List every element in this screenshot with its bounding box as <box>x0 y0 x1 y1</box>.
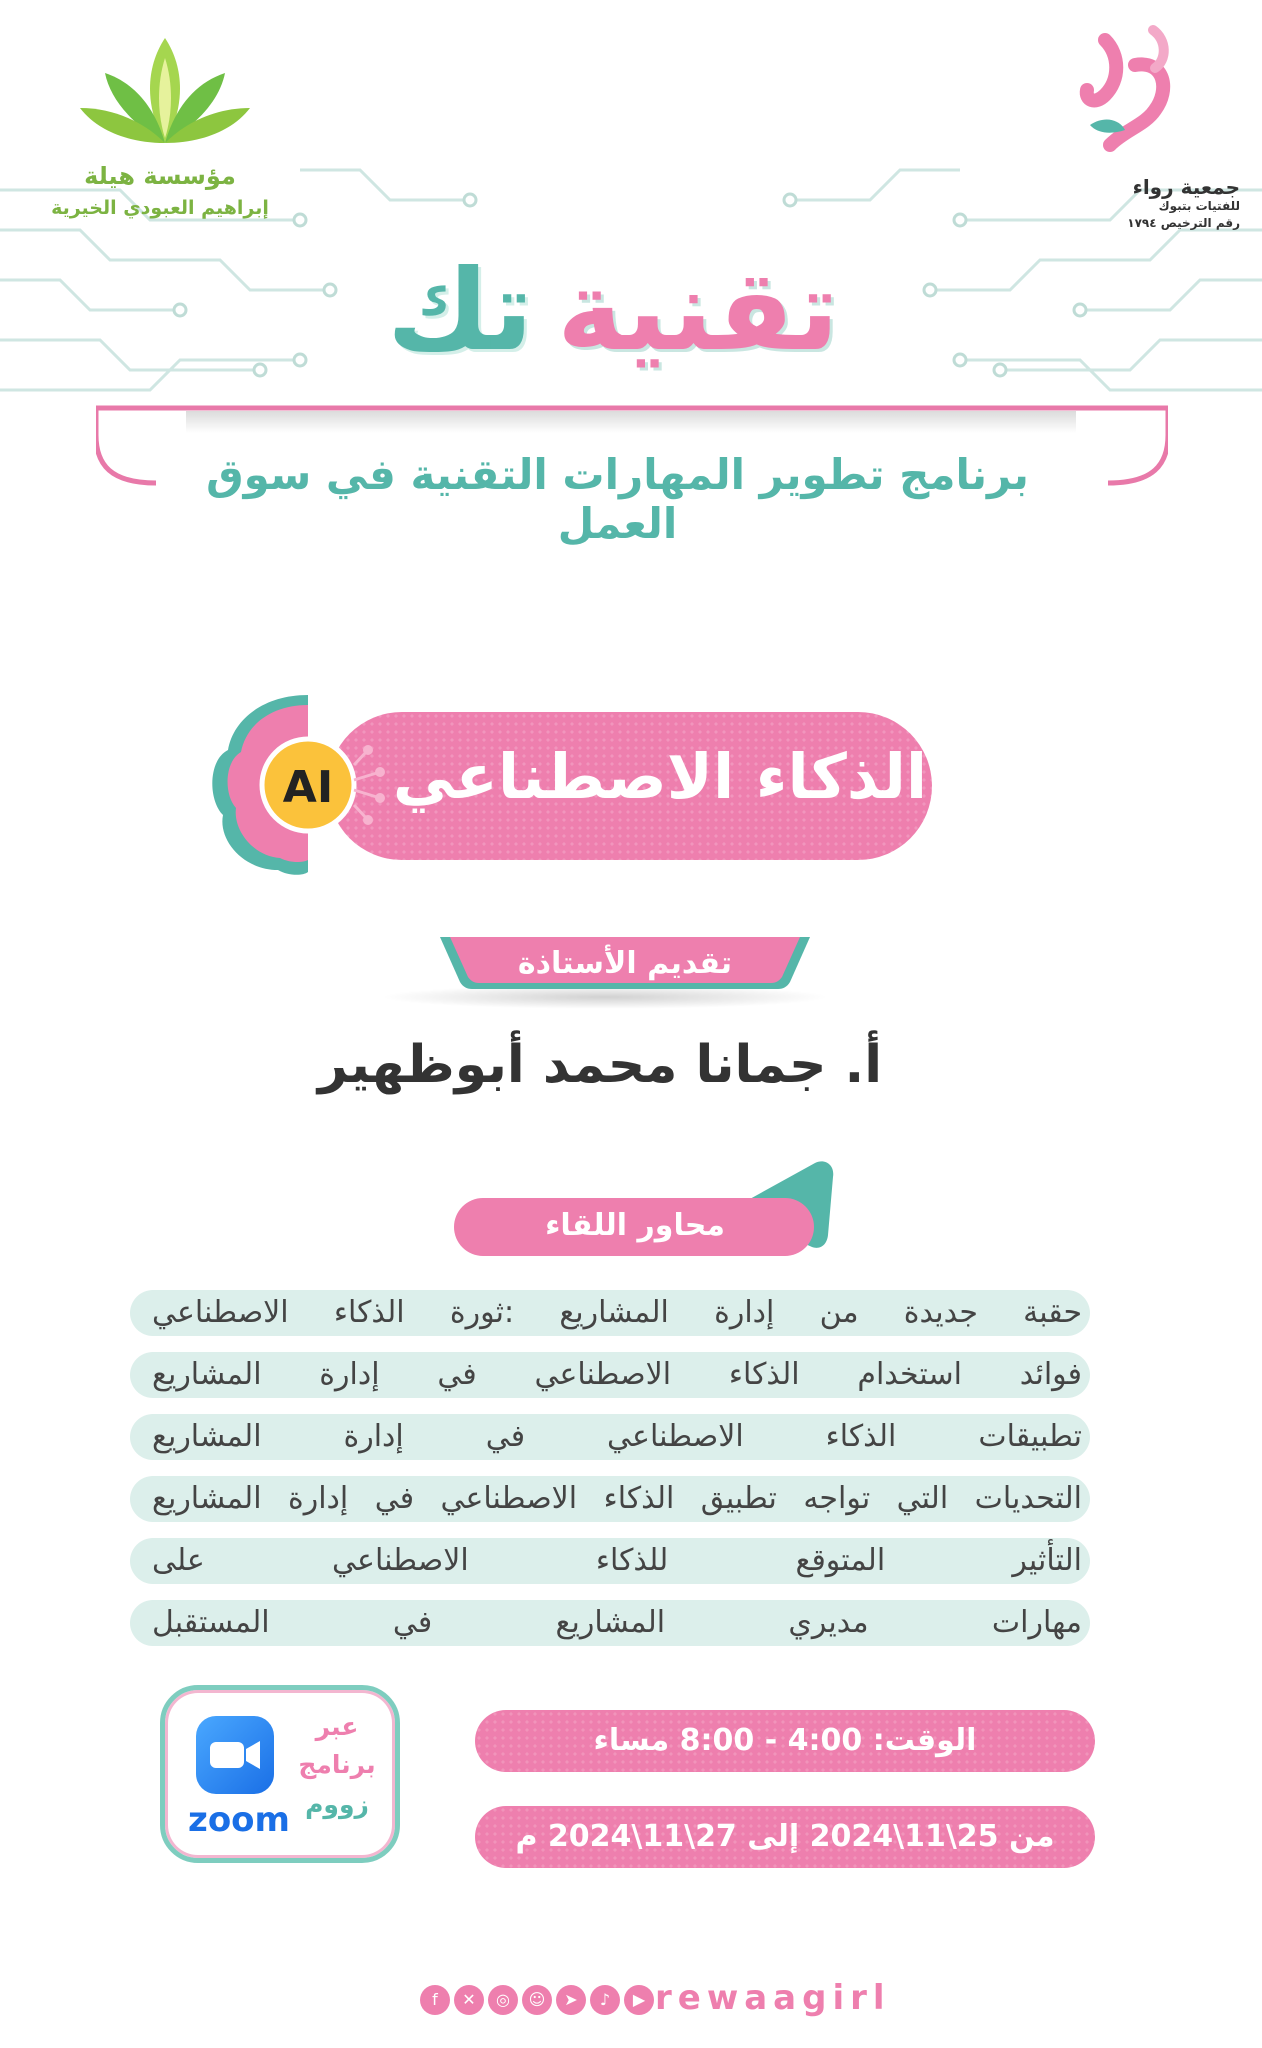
zoom-camera-icon <box>196 1716 274 1794</box>
right-logo-license: رقم الترخيص ١٧٩٤ <box>1127 216 1240 230</box>
x-icon[interactable]: ✕ <box>454 1985 484 2015</box>
right-logo-subtitle: للفتيات بتبوك <box>1158 199 1240 213</box>
program-title-word-2: تك <box>386 246 534 376</box>
rewaa-logo <box>1075 20 1185 170</box>
program-title-word-1: تقنية <box>556 246 840 376</box>
left-logo-subtitle: إبراهيم العبودي الخيرية <box>51 197 269 219</box>
right-logo-name: جمعية رواء <box>1132 175 1240 199</box>
zoom-line-3: زووم <box>305 1790 369 1819</box>
presenter-name: أ. جمانا محمد أبوظهير <box>317 1035 883 1095</box>
program-subtitle: برنامج تطوير المهارات التقنية في سوق العمل <box>206 450 1029 548</box>
topics-header-label: محاور اللقاء <box>545 1208 725 1243</box>
topic-item: تطبيقات الذكاء الاصطناعي في إدارة المشاريع <box>130 1414 1090 1460</box>
tiktok-icon[interactable]: ♪ <box>590 1985 620 2015</box>
topic-item: فوائد استخدام الذكاء الاصطناعي في إدارة المشاريع <box>130 1352 1090 1398</box>
ai-icon-text: AI <box>282 762 334 813</box>
topic-item: مهارات مديري المشاريع في المستقبل <box>130 1600 1090 1646</box>
presenter-label: تقديم الأستاذة <box>517 946 733 981</box>
zoom-brand-text: zoom <box>188 1800 290 1840</box>
topic-item: حقبة جديدة من إدارة المشاريع :ثورة الذكاء الاصطناعي <box>130 1290 1090 1336</box>
lotus-logo <box>75 28 255 158</box>
ai-brain-icon <box>208 690 408 880</box>
snapchat-icon[interactable]: ☺ <box>522 1985 552 2015</box>
zoom-line-2: برنامج <box>298 1750 376 1779</box>
time-text: الوقت: 4:00 - 8:00 مساء <box>593 1723 977 1758</box>
topic-list <box>130 1290 1090 1662</box>
session-title: الذكاء الاصطناعي <box>392 740 928 813</box>
facebook-icon[interactable]: f <box>420 1985 450 2015</box>
topic-item: التأثير المتوقع للذكاء الاصطناعي على <box>130 1538 1090 1584</box>
telegram-icon[interactable]: ➤ <box>556 1985 586 2015</box>
footer-handle[interactable]: rewaagirl <box>655 1978 891 2018</box>
left-logo-name: مؤسسة هيلة <box>84 162 236 190</box>
topic-item: التحديات التي تواجه تطبيق الذكاء الاصطناعي في إدارة المشاريع <box>130 1476 1090 1522</box>
youtube-icon[interactable]: ▶ <box>624 1985 654 2015</box>
instagram-icon[interactable]: ◎ <box>488 1985 518 2015</box>
social-icons <box>420 1985 654 2021</box>
date-text: من 25\11\2024 إلى 27\11\2024 م <box>515 1819 1055 1854</box>
zoom-line-1: عبر <box>315 1712 359 1741</box>
